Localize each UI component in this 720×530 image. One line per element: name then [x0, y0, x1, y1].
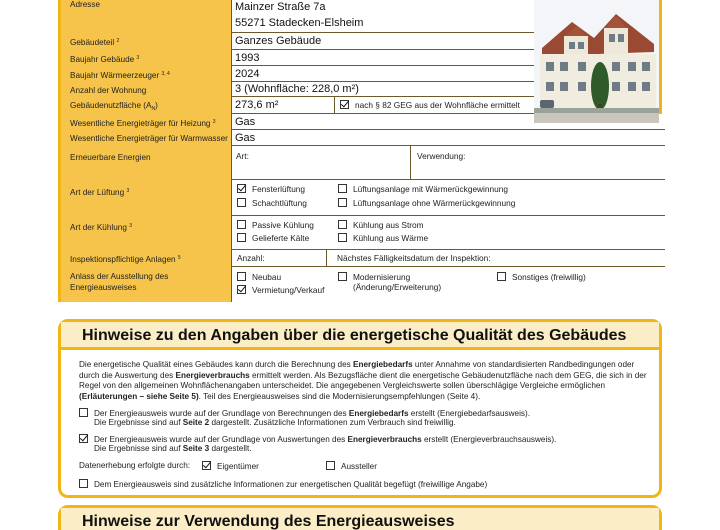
kuehlung-option-waerme[interactable]: [338, 233, 428, 243]
anlass-vermietung-checkbox[interactable]: [237, 285, 246, 294]
energiebedarf-checkbox[interactable]: [79, 408, 88, 417]
lueftung-fenster-checkbox[interactable]: [237, 184, 246, 193]
lueftung-schacht-checkbox[interactable]: [237, 198, 246, 207]
energietraeger-heizung-label-text: Wesentliche Energieträger für Heizung: [70, 119, 211, 128]
lueftung-mit-wrg-text: Lüftungsanlage mit Wärmerückgewinnung: [353, 184, 508, 194]
lueftung-options: [231, 180, 665, 216]
anlass-label-line1: Anlass der Ausstellung des: [70, 272, 169, 281]
anlass-option-neubau[interactable]: [237, 272, 281, 282]
bedarf-line2: [94, 418, 456, 429]
kuehlung-label: [61, 216, 231, 250]
hinweise-p2-bold: Energieverbrauchs: [175, 370, 250, 380]
verbrauch-line1b: Energieverbrauchs: [347, 435, 422, 444]
kuehlung-option-kaelte[interactable]: [237, 233, 309, 243]
address-value: [231, 0, 536, 33]
baujahr-waermeerzeuger-footnote: 3, 4: [161, 71, 170, 77]
anlass-label-line2: Energieausweises: [70, 283, 137, 292]
baujahr-waermeerzeuger-label: [61, 66, 231, 82]
row-erneuerbare: [61, 146, 659, 180]
eigentuemer-checkbox[interactable]: [202, 461, 211, 470]
nutzflaeche-label-sub: N: [151, 106, 156, 112]
gebaeudeteil-footnote: 2: [116, 38, 120, 44]
kuehlung-strom-checkbox[interactable]: [338, 220, 347, 229]
kuehlung-strom-text: Kühlung aus Strom: [353, 220, 424, 230]
kuehlung-option-strom[interactable]: [338, 220, 424, 230]
kuehlung-kaelte-text: Gelieferte Kälte: [252, 233, 310, 243]
section-hinweise-verwendung-title: Hinweise zur Verwendung des Energieausweises: [61, 508, 659, 530]
anlass-sonstiges-text: Sonstiges (freiwillig): [512, 272, 586, 282]
lueftung-option-schacht[interactable]: [237, 198, 307, 208]
wohnungen-value: 3 (Wohnfläche: 228,0 m²): [231, 82, 536, 97]
anlass-sonstiges-checkbox[interactable]: [497, 272, 506, 281]
lueftung-fenster-text: Fensterlüftung: [252, 184, 306, 194]
nutzflaeche-option-row[interactable]: [340, 100, 520, 110]
anlass-label: [61, 267, 231, 302]
address-label: Adresse: [61, 0, 231, 33]
kuehlung-option-passiv[interactable]: [237, 220, 314, 230]
aussteller-text: Aussteller: [341, 462, 377, 471]
verbrauch-line2: [94, 444, 252, 455]
hinweise-p3: ermittelt werden. Als Bezugsfläche dient die energetische Gebäudenutzfläche nach dem GEG, die sich in der Regel von den allgemeinen Wohnflächenangaben unterscheidet. Die angegebenen Vergleichswerte sollen überschlägige Vergleiche ermöglichen: [79, 370, 647, 390]
building-photo-image: [534, 0, 659, 123]
address-line1: Mainzer Straße 7a: [235, 1, 326, 13]
aussteller-checkbox[interactable]: [326, 461, 335, 470]
section-hinweise-angaben-title: Hinweise zu den Angaben über die energetische Qualität des Gebäudes: [61, 322, 659, 350]
anlass-modernisierung-checkbox[interactable]: [338, 272, 347, 281]
anlass-vermietung-text: Vermietung/Verkauf: [252, 285, 325, 295]
hinweise-p1-bold: Energiebedarfs: [353, 360, 413, 369]
gebaeudeteil-label: [61, 33, 231, 50]
lueftung-label-text: Art der Lüftung: [70, 188, 125, 197]
baujahr-waermeerzeuger-label-text: Baujahr Wärmeerzeuger: [70, 71, 160, 80]
gebaeudeteil-value: Ganzes Gebäude: [231, 33, 536, 50]
energietraeger-warmwasser-label: [61, 130, 231, 146]
erneuerbare-verwendung: Verwendung:: [410, 146, 665, 180]
bedarf-line1a: Der Energieausweis wurde auf der Grundlage von Berechnungen des: [94, 409, 347, 418]
verbrauch-line2c: dargestellt.: [211, 444, 252, 453]
row-energietraeger-warmwasser: [61, 130, 659, 146]
energieverbrauch-checkbox[interactable]: [79, 434, 88, 443]
baujahr-gebaeude-footnote: 3: [136, 55, 140, 61]
kuehlung-label-text: Art der Kühlung: [70, 223, 127, 232]
verbrauch-line2a: Die Ergebnisse sind auf: [94, 444, 181, 453]
energietraeger-heizung-value: Gas: [231, 114, 665, 130]
row-anlass: [61, 267, 659, 302]
lueftung-ohne-wrg-text: Lüftungsanlage ohne Wärmerückgewinnung: [353, 198, 516, 208]
bedarf-line2b: Seite 2: [182, 418, 210, 427]
anlass-option-modernisierung[interactable]: [338, 272, 410, 282]
hinweise-p3-bold: (Erläuterungen – siehe Seite 5): [79, 391, 199, 401]
option-eigentuemer[interactable]: [202, 461, 259, 473]
inspektion-anzahl: Anzahl:: [231, 250, 326, 267]
row-kuehlung: [61, 216, 659, 250]
anlass-modernisierung-sub: (Änderung/Erweiterung): [353, 282, 442, 292]
kuehlung-waerme-text: Kühlung aus Wärme: [353, 233, 429, 243]
erneuerbare-art: Art:: [231, 146, 410, 180]
section-hinweise-verwendung: [58, 505, 662, 530]
lueftung-schacht-text: Schachtlüftung: [252, 198, 307, 208]
verbrauch-line1a: Der Energieausweis wurde auf der Grundlage von Auswertungen des: [94, 435, 346, 444]
hinweise-p4: . Teil des Energieausweises sind die Modernisierungsempfehlungen (Seite 4).: [198, 391, 481, 401]
inspektion-faelligkeit: Nächstes Fälligkeitsdatum der Inspektion:: [326, 250, 665, 267]
kuehlung-footnote: 3: [129, 223, 132, 229]
lueftung-option-ohne-wrg[interactable]: [338, 198, 515, 208]
wohnungen-label: Anzahl der Wohnung: [61, 82, 231, 97]
energietraeger-warmwasser-label-text: Wesentliche Energieträger für Warmwasser: [70, 134, 228, 143]
baujahr-gebaeude-label: [61, 50, 231, 66]
anlass-option-sonstiges[interactable]: [497, 272, 586, 282]
address-line2: 55271 Stadecken-Elsheim: [235, 17, 364, 29]
hinweise-p2: unter Annahme von standardisierten Randbedingungen oder durch die Auswertung des: [79, 360, 635, 380]
nutzflaeche-option-text: nach § 82 GEG aus der Wohnfläche ermittelt: [355, 100, 520, 110]
energietraeger-heizung-label: [61, 114, 231, 130]
kuehlung-waerme-checkbox[interactable]: [338, 233, 347, 242]
lueftung-footnote: 3: [126, 188, 130, 194]
verbrauch-line2b: Seite 3: [182, 444, 210, 453]
bedarf-line2a: Die Ergebnisse sind auf: [94, 418, 181, 427]
nutzflaeche-label: [61, 97, 231, 114]
kuehlung-kaelte-checkbox[interactable]: [237, 233, 246, 242]
nutzflaeche-option: [334, 97, 536, 114]
energietraeger-heizung-footnote: 3: [212, 119, 216, 125]
hinweise-p1: Die energetische Qualität eines Gebäudes kann durch die Berechnung des: [79, 360, 351, 369]
inspektion-footnote: 5: [177, 255, 181, 261]
row-inspektion: [61, 250, 659, 267]
bedarf-line1c: erstellt (Energiebedarfsausweis).: [410, 409, 531, 418]
anlass-neubau-checkbox[interactable]: [237, 272, 246, 281]
zusatzinfo-text: Dem Energieausweis sind zusätzliche Informationen zur energetischen Qualität begefügt (freiwillige Angabe): [94, 480, 488, 489]
kuehlung-options: [231, 216, 665, 250]
hinweise-paragraph: [79, 360, 649, 402]
zusatzinfo-checkbox[interactable]: [79, 479, 88, 488]
bedarf-line1b: Energiebedarfs: [348, 409, 409, 418]
nutzflaeche-label-end: ): [155, 101, 158, 110]
baujahr-gebaeude-label-text: Baujahr Gebäude: [70, 55, 135, 64]
anlass-option-vermietung[interactable]: [237, 285, 324, 295]
lueftung-mit-wrg-checkbox[interactable]: [338, 184, 347, 193]
lueftung-label: [61, 180, 231, 216]
nutzflaeche-checkbox[interactable]: [340, 100, 349, 109]
inspektion-label: [61, 250, 231, 267]
anlass-options: [231, 267, 665, 302]
lueftung-ohne-wrg-checkbox[interactable]: [338, 198, 347, 207]
verbrauch-line1c: erstellt (Energieverbrauchsausweis).: [423, 435, 557, 444]
nutzflaeche-label-text: Gebäudenutzfläche (A: [70, 101, 152, 110]
row-lueftung: [61, 180, 659, 216]
kuehlung-passiv-checkbox[interactable]: [237, 220, 246, 229]
eigentuemer-text: Eigentümer: [217, 462, 259, 471]
datenerhebung-label: Datenerhebung erfolgte durch:: [79, 461, 191, 470]
option-aussteller[interactable]: [326, 461, 377, 473]
option-zusatzinfo[interactable]: [79, 479, 487, 491]
erneuerbare-label: Erneuerbare Energien: [61, 146, 231, 180]
kuehlung-passiv-text: Passive Kühlung: [252, 220, 314, 230]
nutzflaeche-value: 273,6 m²: [231, 97, 334, 114]
anlass-neubau-text: Neubau: [252, 272, 282, 282]
baujahr-gebaeude-value: 1993: [231, 50, 536, 66]
inspektion-label-text: Inspektionspflichtige Anlagen: [70, 255, 176, 264]
anlass-modernisierung-text: Modernisierung: [353, 272, 411, 282]
energietraeger-warmwasser-value: Gas: [231, 130, 665, 146]
bedarf-line2c: dargestellt. Zusätzliche Informationen zum Verbrauch sind freiwillig.: [211, 418, 456, 427]
gebaeudeteil-label-text: Gebäudeteil: [70, 38, 115, 47]
baujahr-waermeerzeuger-value: 2024: [231, 66, 536, 82]
lueftung-option-mit-wrg[interactable]: [338, 184, 508, 194]
lueftung-option-fenster[interactable]: [237, 184, 305, 194]
section-hinweise-angaben: [58, 319, 662, 498]
building-photo: [534, 0, 659, 123]
